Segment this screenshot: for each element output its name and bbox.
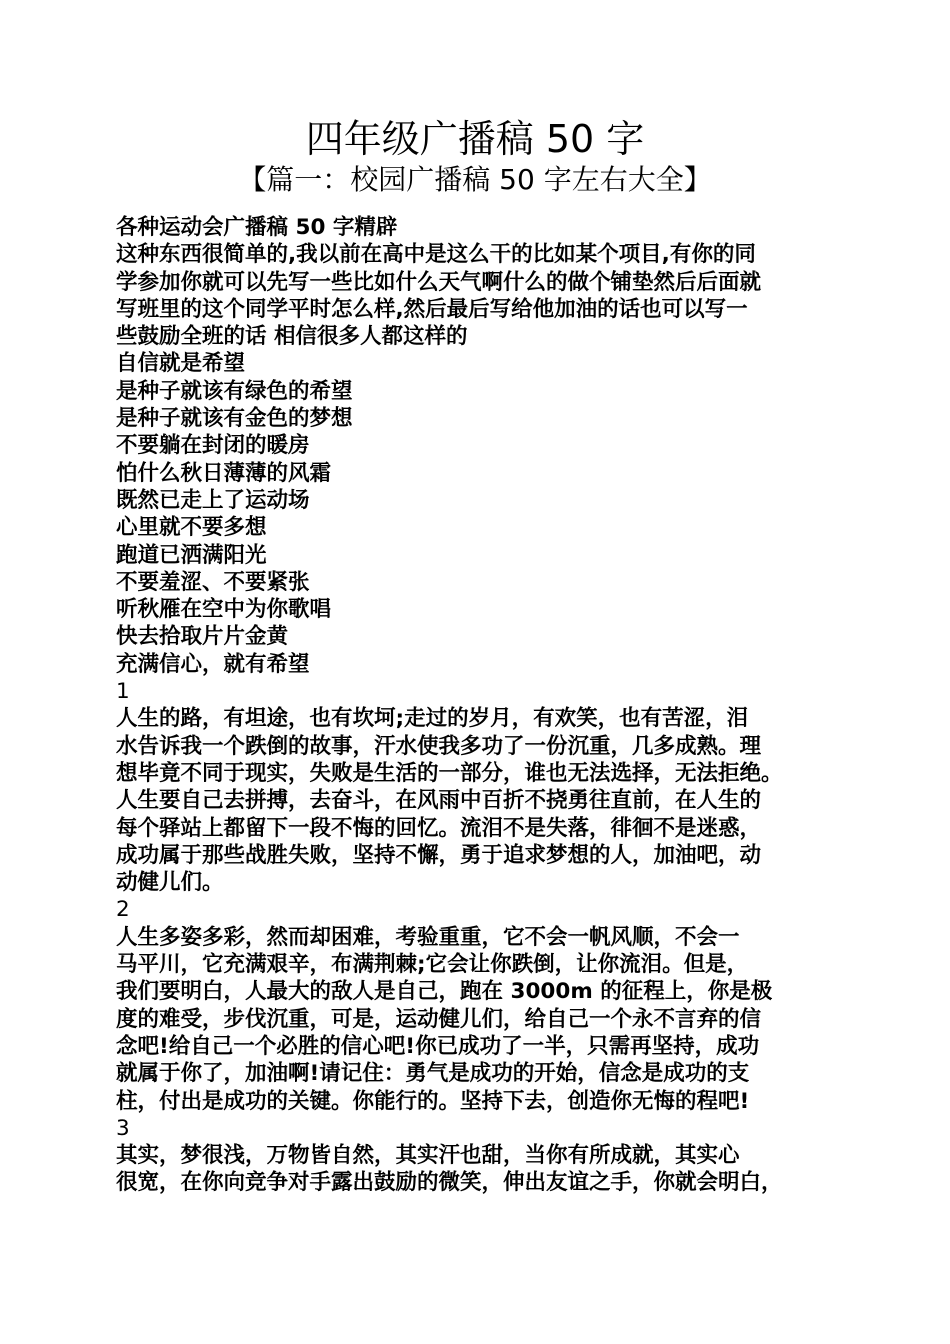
document-title: 四年级广播稿 50 字	[305, 117, 645, 161]
text-line: 1	[116, 679, 130, 705]
text-line: 心里就不要多想	[116, 515, 267, 541]
text-line: 不要羞涩、不要紧张	[116, 569, 310, 595]
text-line: 柱，付出是成功的关键。你能行的。坚持下去，创造你无悔的程吧!	[116, 1088, 750, 1114]
text-line: 快去拾取片片金黄	[116, 624, 289, 650]
text-line: 度的难受，步伐沉重，可是，运动健儿们，给自己一个永不言弃的信	[116, 1006, 762, 1032]
text-line: 充满信心，就有希望	[116, 651, 310, 677]
text-line: 想毕竟不同于现实，失败是生活的一部分，谁也无法选择，无法拒绝。	[116, 760, 783, 786]
text-line: 每个驿站上都留下一段不悔的回忆。流泪不是失落，徘徊不是迷惑，	[116, 815, 762, 841]
text-line: 这种东西很简单的,我以前在高中是这么干的比如某个项目,有你的同	[116, 242, 756, 268]
text-line: 成功属于那些战胜失败，坚持不懈，勇于追求梦想的人，加油吧，动	[116, 842, 762, 868]
text-line: 水告诉我一个跌倒的故事，汗水使我多功了一份沉重，几多成熟。理	[116, 733, 762, 759]
text-line: 写班里的这个同学平时怎么样,然后最后写给他加油的话也可以写一	[116, 296, 748, 322]
text-line: 跑道已洒满阳光	[116, 542, 267, 568]
text-line: 人生要自己去拼搏，去奋斗，在风雨中百折不挠勇往直前，在人生的	[116, 788, 762, 814]
text-line: 我们要明白，人最大的敌人是自己，跑在 3000m 的征程上，你是极	[116, 979, 773, 1005]
text-line: 2	[116, 897, 130, 923]
text-line: 马平川，它充满艰辛，布满荆棘;它会让你跌倒，让你流泪。但是，	[116, 952, 749, 978]
text-line: 念吧!给自己一个必胜的信心吧!你已成功了一半，只需再坚持，成功	[116, 1033, 760, 1059]
text-line: 学参加你就可以先写一些比如什么天气啊什么的做个铺垫然后后面就	[116, 269, 762, 295]
text-line: 3	[116, 1115, 130, 1141]
text-line: 听秋雁在空中为你歌唱	[116, 597, 332, 623]
text-line: 自信就是希望	[116, 351, 246, 377]
text-line: 很宽，在你向竞争对手露出鼓励的微笑，伸出友谊之手，你就会明白，	[116, 1170, 783, 1196]
text-line: 人生的路，有坦途，也有坎坷;走过的岁月，有欢笑，也有苦涩，泪	[116, 706, 749, 732]
text-line: 既然已走上了运动场	[116, 487, 310, 513]
text-line: 怕什么秋日薄薄的风霜	[116, 460, 332, 486]
text-line: 是种子就该有绿色的希望	[116, 378, 353, 404]
text-line: 人生多姿多彩，然而却困难，考验重重，它不会一帆风顺，不会一	[116, 924, 740, 950]
text-line: 不要躺在封闭的暖房	[116, 433, 310, 459]
text-line: 些鼓励全班的话 相信很多人都这样的	[116, 324, 468, 350]
document-body	[116, 214, 842, 1197]
text-line: 各种运动会广播稿 50 字精辟	[116, 215, 398, 240]
document-subtitle: 【篇一：校园广播稿 50 字左右大全】	[238, 163, 712, 196]
text-line: 其实，梦很浅，万物皆自然，其实汗也甜，当你有所成就，其实心	[116, 1143, 740, 1169]
text-line: 是种子就该有金色的梦想	[116, 406, 353, 432]
text-line: 动健儿们。	[116, 870, 224, 896]
text-line: 就属于你了，加油啊!请记住：勇气是成功的开始，信念是成功的支	[116, 1061, 750, 1087]
